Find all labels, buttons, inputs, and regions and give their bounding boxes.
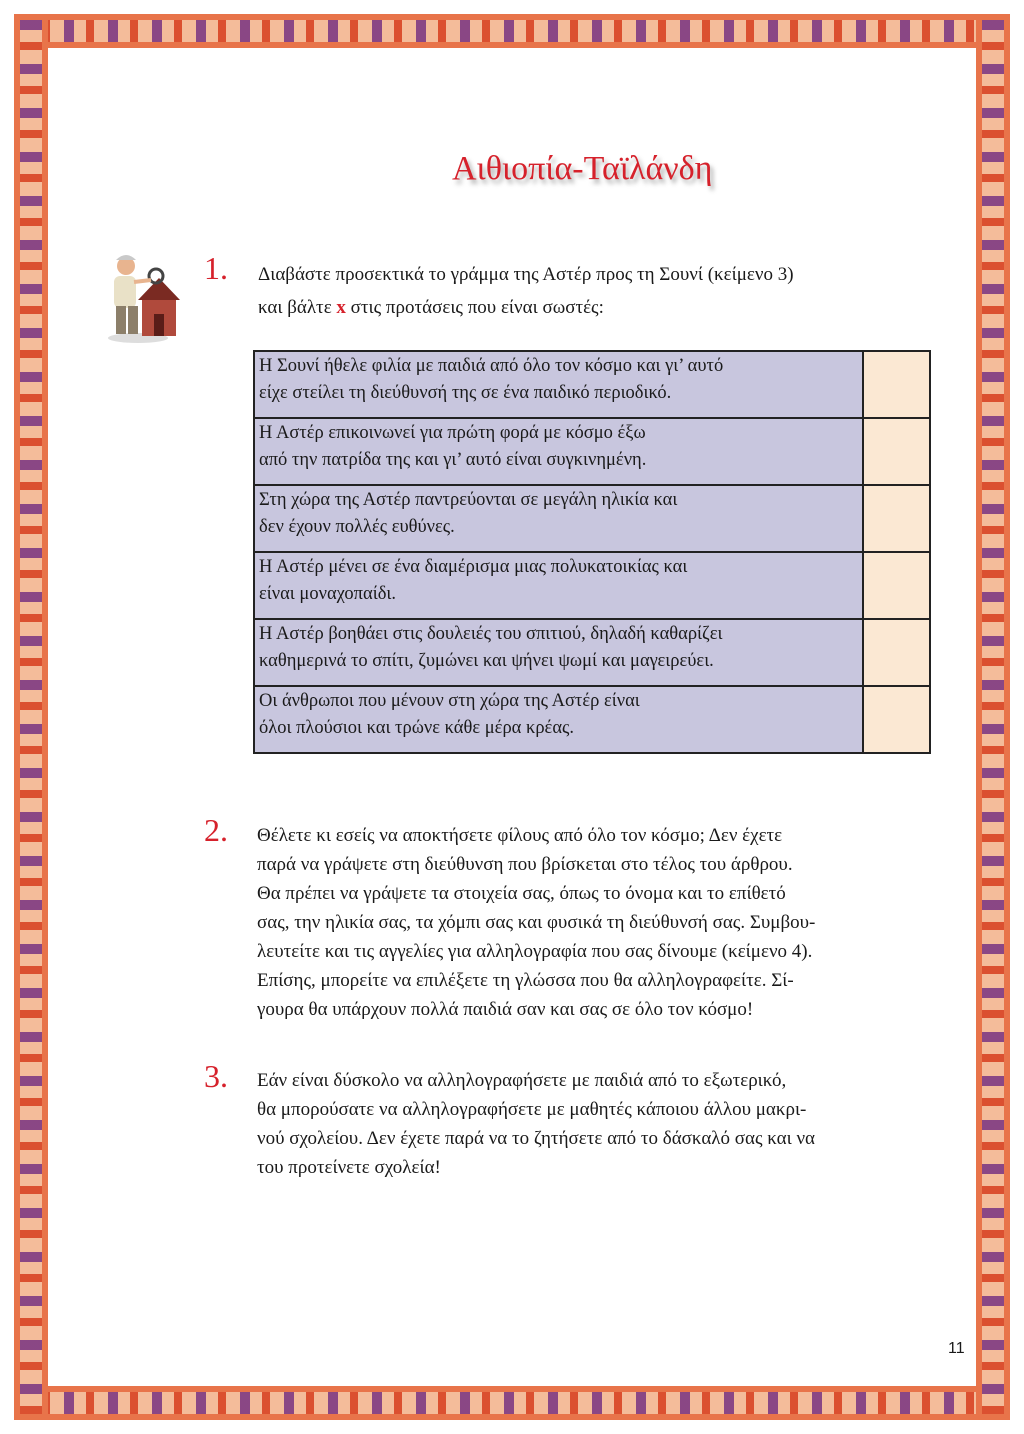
answer-checkbox[interactable] [863, 552, 930, 619]
statement-row [254, 552, 930, 619]
decorative-border-left [14, 14, 48, 1420]
answer-checkbox[interactable] [863, 485, 930, 552]
statement-row [254, 418, 930, 485]
statement-text: Στη χώρα της Αστέρ παντρεύονται σε μεγάλη ηλικία και δεν έχουν πολλές ευθύνες. [254, 485, 863, 552]
man-with-house-icon [104, 248, 186, 344]
decorative-border-top [14, 14, 1010, 48]
exercise-2-number: 2. [204, 812, 228, 848]
exercise-1-instruction-line1: Διαβάστε προσεκτικά το γράμμα της Αστέρ προς τη Σουνί (κείμενο 3) [258, 264, 794, 285]
statement-text: Η Αστέρ βοηθάει στις δουλειές του σπιτιού, δηλαδή καθαρίζει καθημερινά το σπίτι, ζυμώνει και ψήνει ψωμί και μαγειρεύει. [254, 619, 863, 686]
exercise-1-number: 1. [204, 250, 228, 286]
decorative-border-bottom [14, 1386, 1010, 1420]
statement-text: Η Αστέρ επικοινωνεί για πρώτη φορά με κόσμο έξω από την πατρίδα της και γι’ αυτό είναι συγκινημένη. [254, 418, 863, 485]
statements-table [253, 350, 931, 754]
x-marker: x [336, 297, 346, 318]
statement-text: Η Αστέρ μένει σε ένα διαμέρισμα μιας πολυκατοικίας και είναι μοναχοπαίδι. [254, 552, 863, 619]
page-title: Αιθιοπία-Ταϊλάνδη [452, 150, 713, 187]
answer-checkbox[interactable] [863, 619, 930, 686]
exercise-2-text: Θέλετε κι εσείς να αποκτήσετε φίλους από όλο τον κόσμο; Δεν έχετε παρά να γράψετε στη διεύθυνση που βρίσκεται στο τέλος του άρθρου. Θα πρέπει να γράψετε τα στοιχεία σας, όπως το όνομα και το επίθετό σας, την ηλικία σας, τα χόμπι σας και φυσικά τη διεύθυνσή σας. Συμβου- λευτείτε και τις αγγελίες για αλληλογραφία που σας δίνουμε (κείμενο 4). Επίσης, μπορείτε να επιλέξετε τη γλώσσα που θα αλληλογραφείτε. Σί- γουρα θα υπάρχουν πολλά παιδιά σαν και σας σε όλο τον κόσμο! [257, 825, 816, 1020]
statement-row [254, 351, 930, 418]
exercise-1-instruction-line2: και βάλτε x στις προτάσεις που είναι σωστές: [258, 297, 604, 318]
exercise-3-text: Εάν είναι δύσκολο να αλληλογραφήσετε με παιδιά από το εξωτερικό, θα μπορούσατε να αλληλογραφήσετε με μαθητές κάποιου άλλου μακρι- νού σχολείου. Δεν έχετε παρά να το ζητήσετε από το δάσκαλό σας και να του προτείνετε σχολεία! [257, 1070, 815, 1178]
statement-row [254, 686, 930, 753]
decorative-border-right [976, 14, 1010, 1420]
page-number: 11 [948, 1340, 965, 1357]
statement-text: Οι άνθρωποι που μένουν στη χώρα της Αστέρ είναι όλοι πλούσιοι και τρώνε κάθε μέρα κρέας. [254, 686, 863, 753]
exercise-3-number: 3. [204, 1058, 228, 1094]
answer-checkbox[interactable] [863, 351, 930, 418]
statement-text: Η Σουνί ήθελε φιλία με παιδιά από όλο τον κόσμο και γι’ αυτό είχε στείλει τη διεύθυνσή της σε ένα παιδικό περιοδικό. [254, 351, 863, 418]
answer-checkbox[interactable] [863, 686, 930, 753]
statement-row [254, 619, 930, 686]
statement-row [254, 485, 930, 552]
answer-checkbox[interactable] [863, 418, 930, 485]
